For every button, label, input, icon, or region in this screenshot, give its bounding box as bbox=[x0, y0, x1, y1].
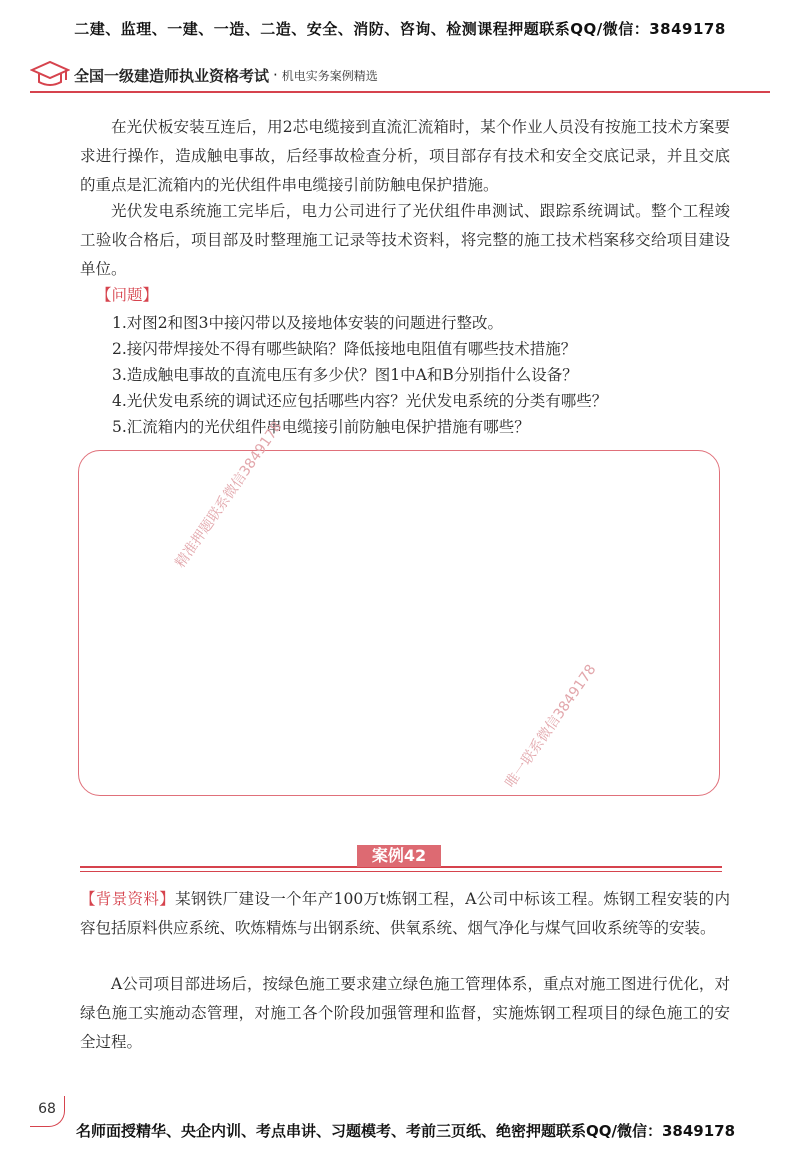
question-item: 4.光伏发电系统的调试还应包括哪些内容？光伏发电系统的分类有哪些？ bbox=[112, 392, 608, 410]
case-title: 案例42 bbox=[357, 845, 441, 867]
page-number: 68 bbox=[30, 1096, 65, 1127]
answer-box bbox=[78, 450, 720, 796]
body-paragraph-1: 在光伏板安装互连后，用2芯电缆接到直流汇流箱时，某个作业人员没有按施工技术方案要求进行操作，造成触电事故，后经事故检查分析，项目部存有技术和安全交底记录，并且交底的重点是汇流箱内的光伏组件串电缆接引前防触电保护措施。 bbox=[80, 118, 730, 194]
top-banner: 二建、监理、一建、一造、二造、安全、消防、咨询、检测课程押题联系QQ/微信：3849178 bbox=[74, 20, 726, 38]
running-head bbox=[30, 58, 770, 92]
case-paragraph-2: A公司项目部进场后，按绿色施工要求建立绿色施工管理体系，重点对施工图进行优化，对绿色施工实施动态管理，对施工各个阶段加强管理和监督，实施炼钢工程项目的绿色施工的安全过程。 bbox=[80, 975, 730, 1051]
book-title: 全国一级建造师执业资格考试 bbox=[74, 66, 270, 85]
case-rule bbox=[80, 871, 722, 872]
question-item: 3.造成触电事故的直流电压有多少伏？图1中A和B分别指什么设备？ bbox=[112, 366, 578, 384]
title-separator: · bbox=[273, 66, 278, 84]
question-item: 1.对图2和图3中接闪带以及接地体安装的问题进行整改。 bbox=[112, 314, 504, 332]
case-header bbox=[80, 842, 722, 876]
question-item: 2.接闪带焊接处不得有哪些缺陷？降低接地电阻值有哪些技术措施？ bbox=[112, 340, 577, 358]
graduation-cap-icon bbox=[30, 60, 70, 90]
watermark: 精准押题联系微信3849178 bbox=[172, 418, 286, 571]
bottom-banner: 名师面授精华、央企内训、考点串讲、习题模考、考前三页纸、绝密押题联系QQ/微信：3849178 bbox=[76, 1122, 736, 1140]
case-background bbox=[80, 885, 730, 943]
question-list bbox=[112, 310, 607, 440]
body-paragraph-2: 光伏发电系统施工完毕后，电力公司进行了光伏组件串测试、跟踪系统调试。整个工程竣工验收合格后，项目部及时整理施工记录等技术资料，将完整的施工技术档案移交给项目建设单位。 bbox=[80, 202, 730, 278]
background-tag: 【背景资料】 bbox=[80, 890, 176, 908]
questions-heading: 【问题】 bbox=[96, 286, 159, 304]
book-subtitle: 机电实务案例精选 bbox=[281, 68, 378, 83]
watermark: 唯一联系微信3849178 bbox=[502, 661, 600, 791]
background-text: 某钢铁厂建设一个年产100万t炼钢工程，A公司中标该工程。炼钢工程安装的内容包括原料供应系统、吹炼精炼与出钢系统、供氧系统、烟气净化与煤气回收系统等的安装。 bbox=[80, 890, 730, 937]
header-rule bbox=[30, 91, 770, 93]
question-item: 5.汇流箱内的光伏组件串电缆接引前防触电保护措施有哪些？ bbox=[112, 418, 530, 436]
